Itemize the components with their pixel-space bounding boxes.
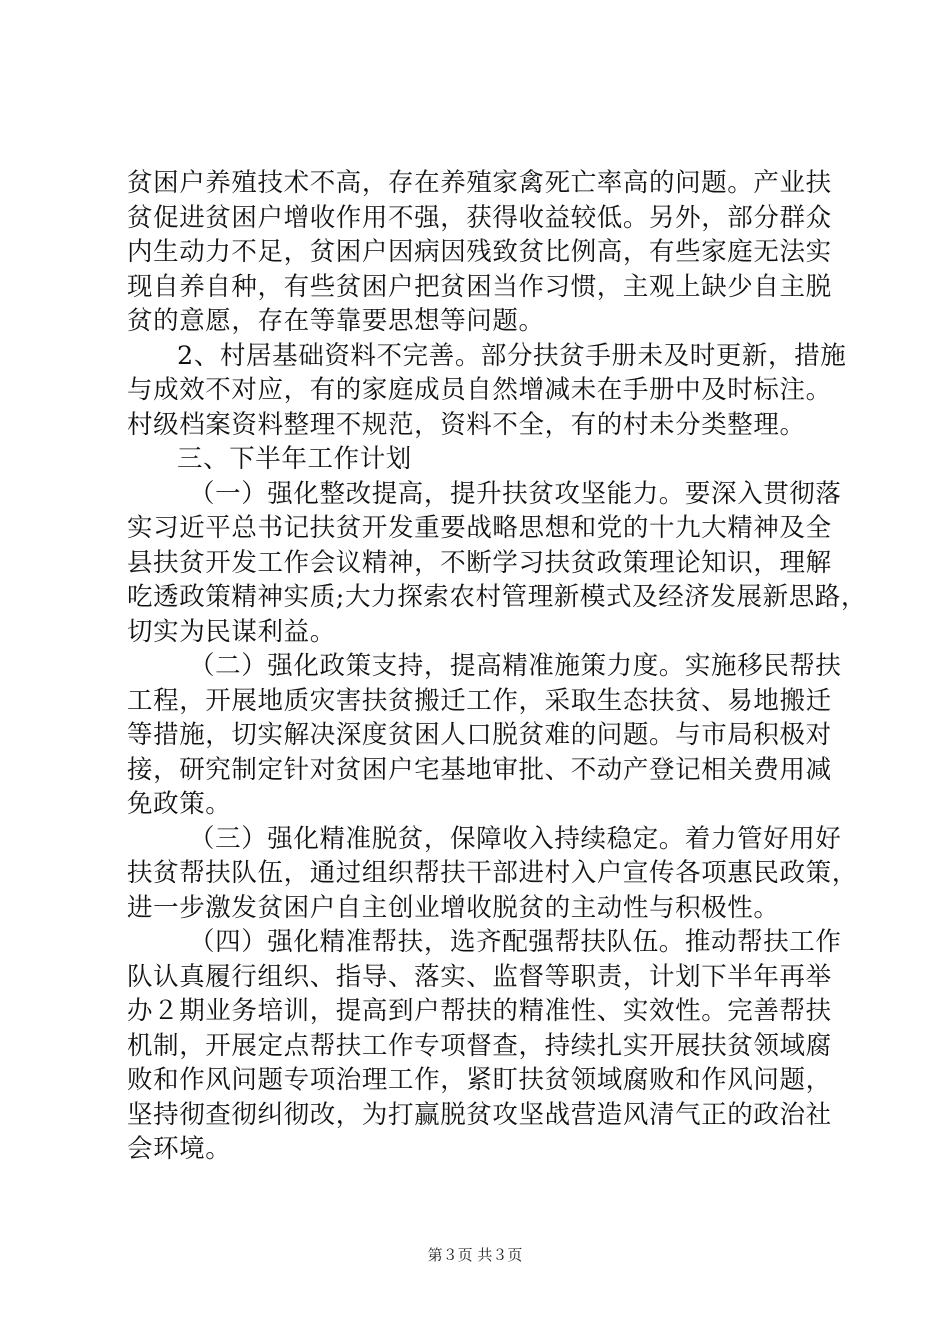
text-line: 三、下半年工作计划 [177,444,412,474]
text-line: 吃透政策精神实质;大力探索农村管理新模式及经济发展新思路， [127,582,867,612]
text-line: 接，研究制定针对贫困户宅基地审批、不动产登记相关费用减 [127,754,832,785]
text-line: 工程，开展地质灾害扶贫搬迁工作，采取生态扶贫、易地搬迁 [127,685,832,716]
text-line: 机制，开展定点帮扶工作专项督查，持续扎实开展扶贫领域腐 [127,1030,832,1061]
text-line: 2、村居基础资料不完善。部分扶贫手册未及时更新，措施 [177,340,847,371]
text-line: 会环境。 [127,1134,232,1164]
text-line: （三）强化精准脱贫，保障收入持续稳定。着力管好用好 [189,823,842,854]
text-line: 等措施，切实解决深度贫困人口脱贫难的问题。与市局积极对 [127,720,832,750]
text-line: 村级档案资料整理不规范，资料不全，有的村未分类整理。 [127,409,806,440]
text-line: （二）强化政策支持，提高精准施策力度。实施移民帮扶 [189,651,842,681]
text-line: 进一步激发贫困户自主创业增收脱贫的主动性与积极性。 [127,892,780,923]
document-body [127,166,867,1167]
text-line: 办２期业务培训，提高到户帮扶的精准性、实效性。完善帮扶 [127,996,832,1026]
text-line: 现自养自种，有些贫困户把贫困当作习惯，主观上缺少自主脱 [127,271,832,302]
text-line: 实习近平总书记扶贫开发重要战略思想和党的十九大精神及全 [127,513,832,543]
text-line: 县扶贫开发工作会议精神，不断学习扶贫政策理论知识，理解 [127,547,832,578]
text-line: 坚持彻查彻纠彻改，为打赢脱贫攻坚战营造风清气正的政治社 [127,1099,832,1130]
text-line: 切实为民谋利益。 [127,616,336,647]
page-footer: 第３页 共３页 [427,1246,523,1264]
text-line: 贫困户养殖技术不高，存在养殖家禽死亡率高的问题。产业扶 [127,168,832,198]
text-line: 内生动力不足，贫困户因病因残致贫比例高，有些家庭无法实 [127,237,832,267]
text-line: 贫的意愿，存在等靠要思想等问题。 [127,306,545,336]
text-line: 扶贫帮扶队伍，通过组织帮扶干部进村入户宣传各项惠民政策， [127,858,858,888]
text-line: （四）强化精准帮扶，选齐配强帮扶队伍。推动帮扶工作 [189,927,842,957]
text-line: （一）强化整改提高，提升扶贫攻坚能力。要深入贯彻落 [189,478,842,509]
text-line: 与成效不对应，有的家庭成员自然增减未在手册中及时标注。 [127,375,832,405]
text-line: 败和作风问题专项治理工作，紧盯扶贫领域腐败和作风问题， [127,1065,832,1095]
text-line: 队认真履行组织、指导、落实、监督等职责，计划下半年再举 [127,961,832,992]
text-line: 免政策。 [127,789,232,819]
text-line: 贫促进贫困户增收作用不强，获得收益较低。另外，部分群众 [127,202,832,233]
